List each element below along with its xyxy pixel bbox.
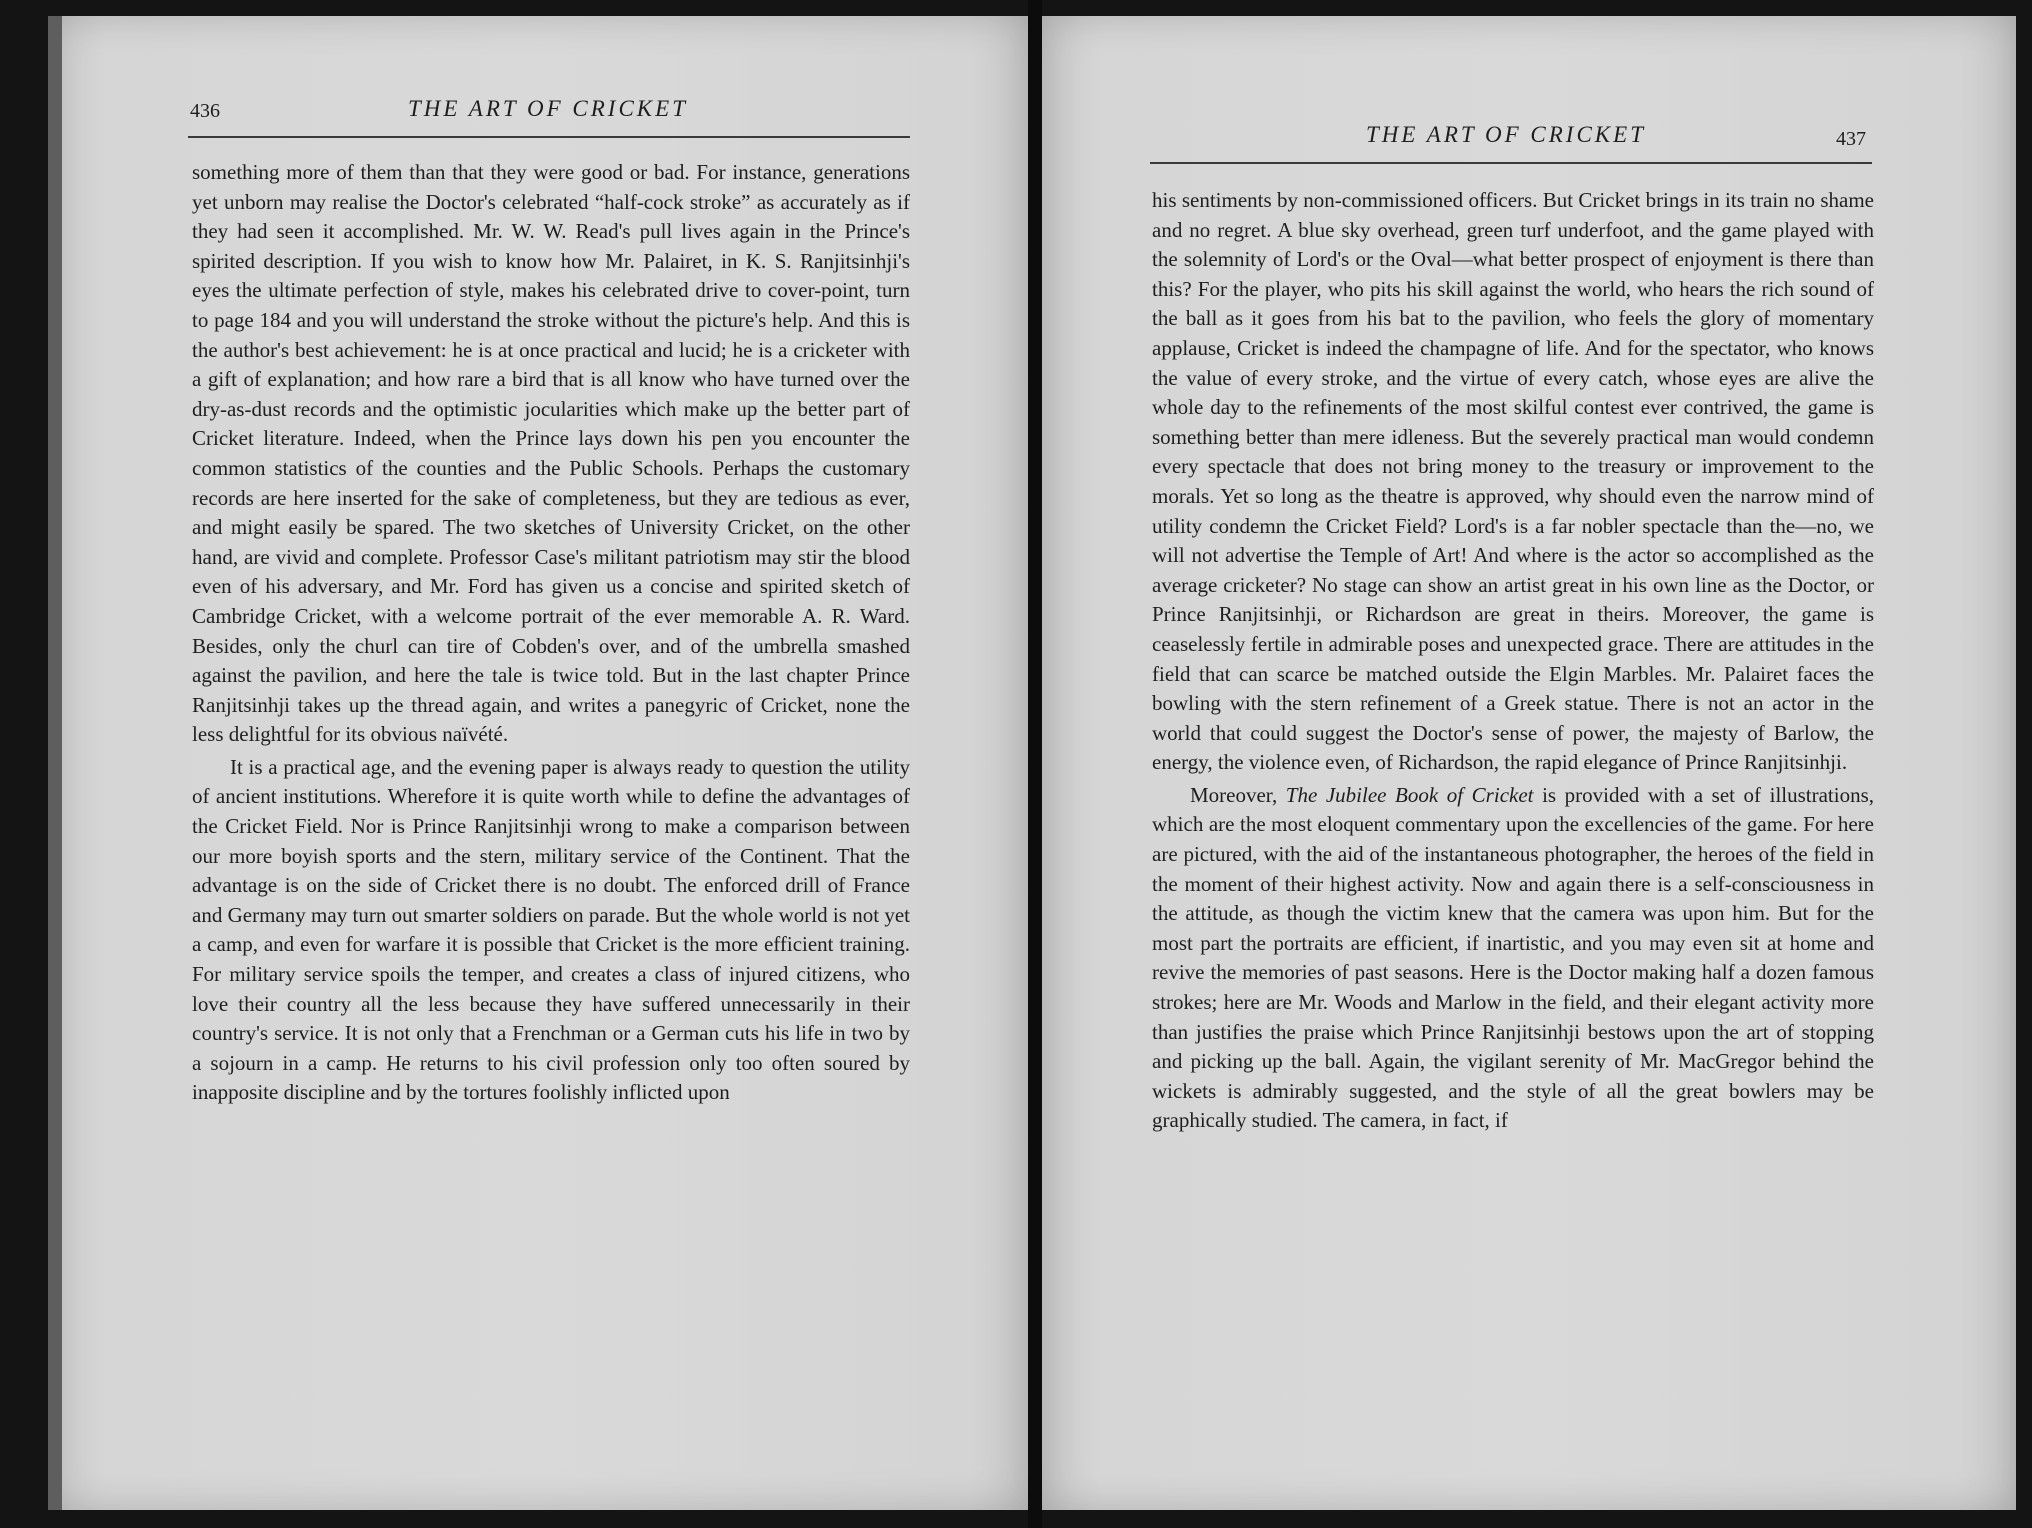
book-gutter bbox=[1028, 0, 1042, 1528]
left-page-body bbox=[192, 158, 910, 1108]
paragraph-rest: is provided with a set of illustrations, which are the most eloquent commentary upon the excellencies of the game. For here are pictured, with the aid of the instantaneous photographer, the heroes of the field in the moment of their highest activity. Now and again there is a self-consciousness in the attitude, as though the victim knew that the camera was upon him. But for the most part the portraits are efficient, if inartistic, and you may even sit at home and revive the memories of past seasons. Here is the Doctor making half a dozen famous strokes; here are Mr. Woods and Marlow in the field, and their elegant activity more than justifies the praise which Prince Ranjitsinhji bestows upon the art of stopping and picking up the ball. Again, the vigilant serenity of Mr. MacGregor behind the wickets is admirably suggested, and the style of all the great bowlers may be graphically studied. The camera, in fact, if bbox=[1152, 782, 1875, 1133]
paragraph: his sentiments by non-commissioned officers. But Cricket brings in its train no shame and no regret. A blue sky overhead, green turf underfoot, and the game played with the solemnity of Lord's or the Oval—what better prospect of enjoyment is there than this? For the player, who pits his skill against the world, who hears the rich sound of the ball as it goes from his bat to the pavilion, who feels the glory of momentary applause, Cricket is indeed the champagne of life. And for the spectator, who knows the value of every stroke, and the virtue of every catch, whose eyes are alive the whole day to the refinements of the most skilful contest ever contrived, the game is something better than mere idleness. But the severely practical man would condemn every spectacle that does not bring money to the treasury or improvement to the morals. Yet so long as the theatre is approved, why should even the narrow mind of utility condemn the Cricket Field? Lord's is a far nobler spectacle than the—no, we will not advertise the Temple of Art! And where is the actor so accomplished as the average cricketer? No stage can show an artist great in his own line as the Doctor, or Prince Ranjitsinhji, or Richardson are great in theirs. Moreover, the game is ceaselessly fertile in admirable poses and unexpected grace. There are attitudes in the field that can scarce be matched outside the Elgin Marbles. Mr. Palairet faces the bowling with the stern refinement of a Greek statue. There is not an actor in the world that could suggest the Doctor's sense of power, the majesty of Barlow, the energy, the violence even, of Richardson, the rapid elegance of Prince Ranjitsinhji. bbox=[1152, 188, 1874, 775]
paragraph: something more of them than that they were good or bad. For instance, generations yet unborn may realise the Doctor's celebrated “half-cock stroke” as accurately as if they had seen it accomplished. Mr. W. W. Read's pull lives again in the Prince's spirited description. If you wish to know how Mr. Palairet, in K. S. Ranjitsinhji's eyes the ultimate perfection of style, makes his celebrated drive to cover-point, turn to page 184 and you will understand the stroke without the picture's help. And this is the author's best achievement: he is at once practical and lucid; he is a cricketer with a gift of explanation; and how rare a bird that is all know who have turned over the dry-as-dust records and the optimistic jocularities which make up the better part of Cricket literature. Indeed, when the Prince lays down his pen you encounter the common statistics of the counties and the Public Schools. Perhaps the customary records are here inserted for the sake of completeness, but they are tedious as ever, and might easily be spared. The two sketches of University Cricket, on the other hand, are vivid and complete. Professor Case's militant patriotism may stir the blood even of his adversary, and Mr. Ford has given us a concise and spirited sketch of Cambridge Cricket, with a welcome portrait of the ever memorable A. R. Ward. Besides, only the churl can tire of Cobden's over, and of the umbrella smashed against the pavilion, and here the tale is twice told. But in the last chapter Prince Ranjitsinhji takes up the thread again, and writes a panegyric of Cricket, none the less delightful for its obvious naïvété. bbox=[192, 160, 910, 747]
header-rule-left bbox=[188, 136, 910, 138]
running-title-left: THE ART OF CRICKET bbox=[408, 96, 688, 121]
paragraph-start: Moreover, bbox=[1190, 782, 1278, 807]
right-page bbox=[1042, 16, 2016, 1510]
page-number-right: 437 bbox=[1836, 128, 1866, 150]
paragraph: It is a practical age, and the evening paper is always ready to question the utility of ancient institutions. Wherefore it is quite worth while to define the advantages of the Cricket Field. Nor is Prince Ranjitsinhji wrong to make a comparison between our more boyish sports and the stern, military service of the Continent. That the advantage is on the side of Cricket there is no doubt. The enforced drill of France and Germany may turn out smarter soldiers on parade. But the whole world is not yet a camp, and even for warfare it is possible that Cricket is the more efficient training. For military service spoils the temper, and creates a class of injured citizens, who love their country all the less because they have suffered unnecessarily in their country's service. It is not only that a Frenchman or a German cuts his life in two by a sojourn in a camp. He returns to his civil profession only too often soured by inapposite discipline and by the tortures foolishly inflicted upon bbox=[192, 754, 910, 1105]
paragraph bbox=[1152, 781, 1874, 1136]
left-page bbox=[48, 16, 1028, 1510]
page-number-left: 436 bbox=[190, 100, 220, 122]
right-page-body bbox=[1152, 186, 1874, 1136]
header-rule-right bbox=[1150, 162, 1872, 164]
book-title: The Jubilee Book of Cricket bbox=[1285, 782, 1534, 807]
running-title-right: THE ART OF CRICKET bbox=[1366, 122, 1646, 147]
